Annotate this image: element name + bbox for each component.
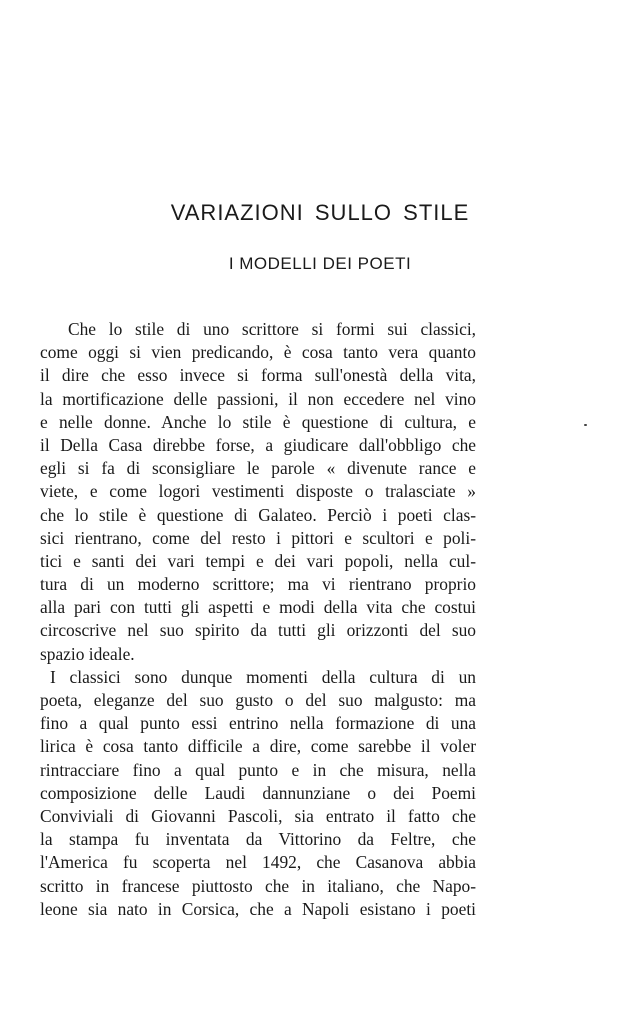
- text-line: fino a qual punto essi entrino nella formazione di una: [40, 713, 476, 734]
- text-line: tici e santi dei vari tempi e dei vari popoli, nella cul-: [40, 550, 476, 571]
- chapter-title: VARIAZIONI SULLO STILE: [170, 200, 470, 225]
- body-text: [40, 318, 476, 921]
- text-line: tura di un moderno scrittore; ma vi rientrano proprio: [40, 574, 476, 595]
- text-line: scritto in francese piuttosto che in italiano, che Napo-: [40, 875, 476, 896]
- text-line: la mortificazione delle passioni, il non eccedere nel vino: [40, 388, 476, 409]
- text-line: circoscrive nel suo spirito da tutti gli orizzonti del suo: [40, 620, 476, 641]
- text-line: la stampa fu inventata da Vittorino da Feltre, che: [40, 829, 476, 850]
- text-line: viete, e come logori vestimenti disposte o tralasciate »: [40, 481, 476, 502]
- text-line: lirica è cosa tanto difficile a dire, come sarebbe il voler: [40, 736, 476, 757]
- text-line: leone sia nato in Corsica, che a Napoli esistano i poeti: [40, 898, 476, 919]
- text-line: poeta, eleganze del suo gusto o del suo malgusto: ma: [40, 690, 476, 710]
- text-line: spazio ideale.: [40, 643, 135, 664]
- text-line: l'America fu scoperta nel 1492, che Casanova abbia: [40, 852, 476, 873]
- text-line: come oggi si vien predicando, è cosa tanto vera quanto: [40, 342, 476, 363]
- text-line: il Della Casa direbbe forse, a giudicare dall'obbligo che: [40, 434, 476, 455]
- text-line: rintracciare fino a qual punto e in che misura, nella: [40, 759, 476, 780]
- text-line: Che lo stile di uno scrittore si formi sui classici,: [68, 319, 476, 339]
- text-line: che lo stile è questione di Galateo. Perciò i poeti clas-: [40, 504, 476, 525]
- text-line: il dire che esso invece si forma sull'onestà della vita,: [40, 365, 476, 386]
- scan-speck: [584, 424, 587, 426]
- text-line: Conviviali di Giovanni Pascoli, sia entrato il fatto che: [40, 805, 476, 826]
- text-line: egli si fa di sconsigliare le parole « divenute rance e: [40, 458, 476, 479]
- section-subtitle: I MODELLI DEI POETI: [228, 254, 412, 273]
- text-line: sici rientrano, come del resto i pittori e scultori e poli-: [40, 527, 476, 548]
- text-line: I classici sono dunque momenti della cultura di un: [50, 666, 476, 687]
- text-line: composizione delle Laudi dannunziane o dei Poemi: [40, 782, 476, 803]
- text-line: e nelle donne. Anche lo stile è questione di cultura, e: [40, 411, 476, 432]
- text-line: alla pari con tutti gli aspetti e modi della vita che costui: [40, 597, 476, 618]
